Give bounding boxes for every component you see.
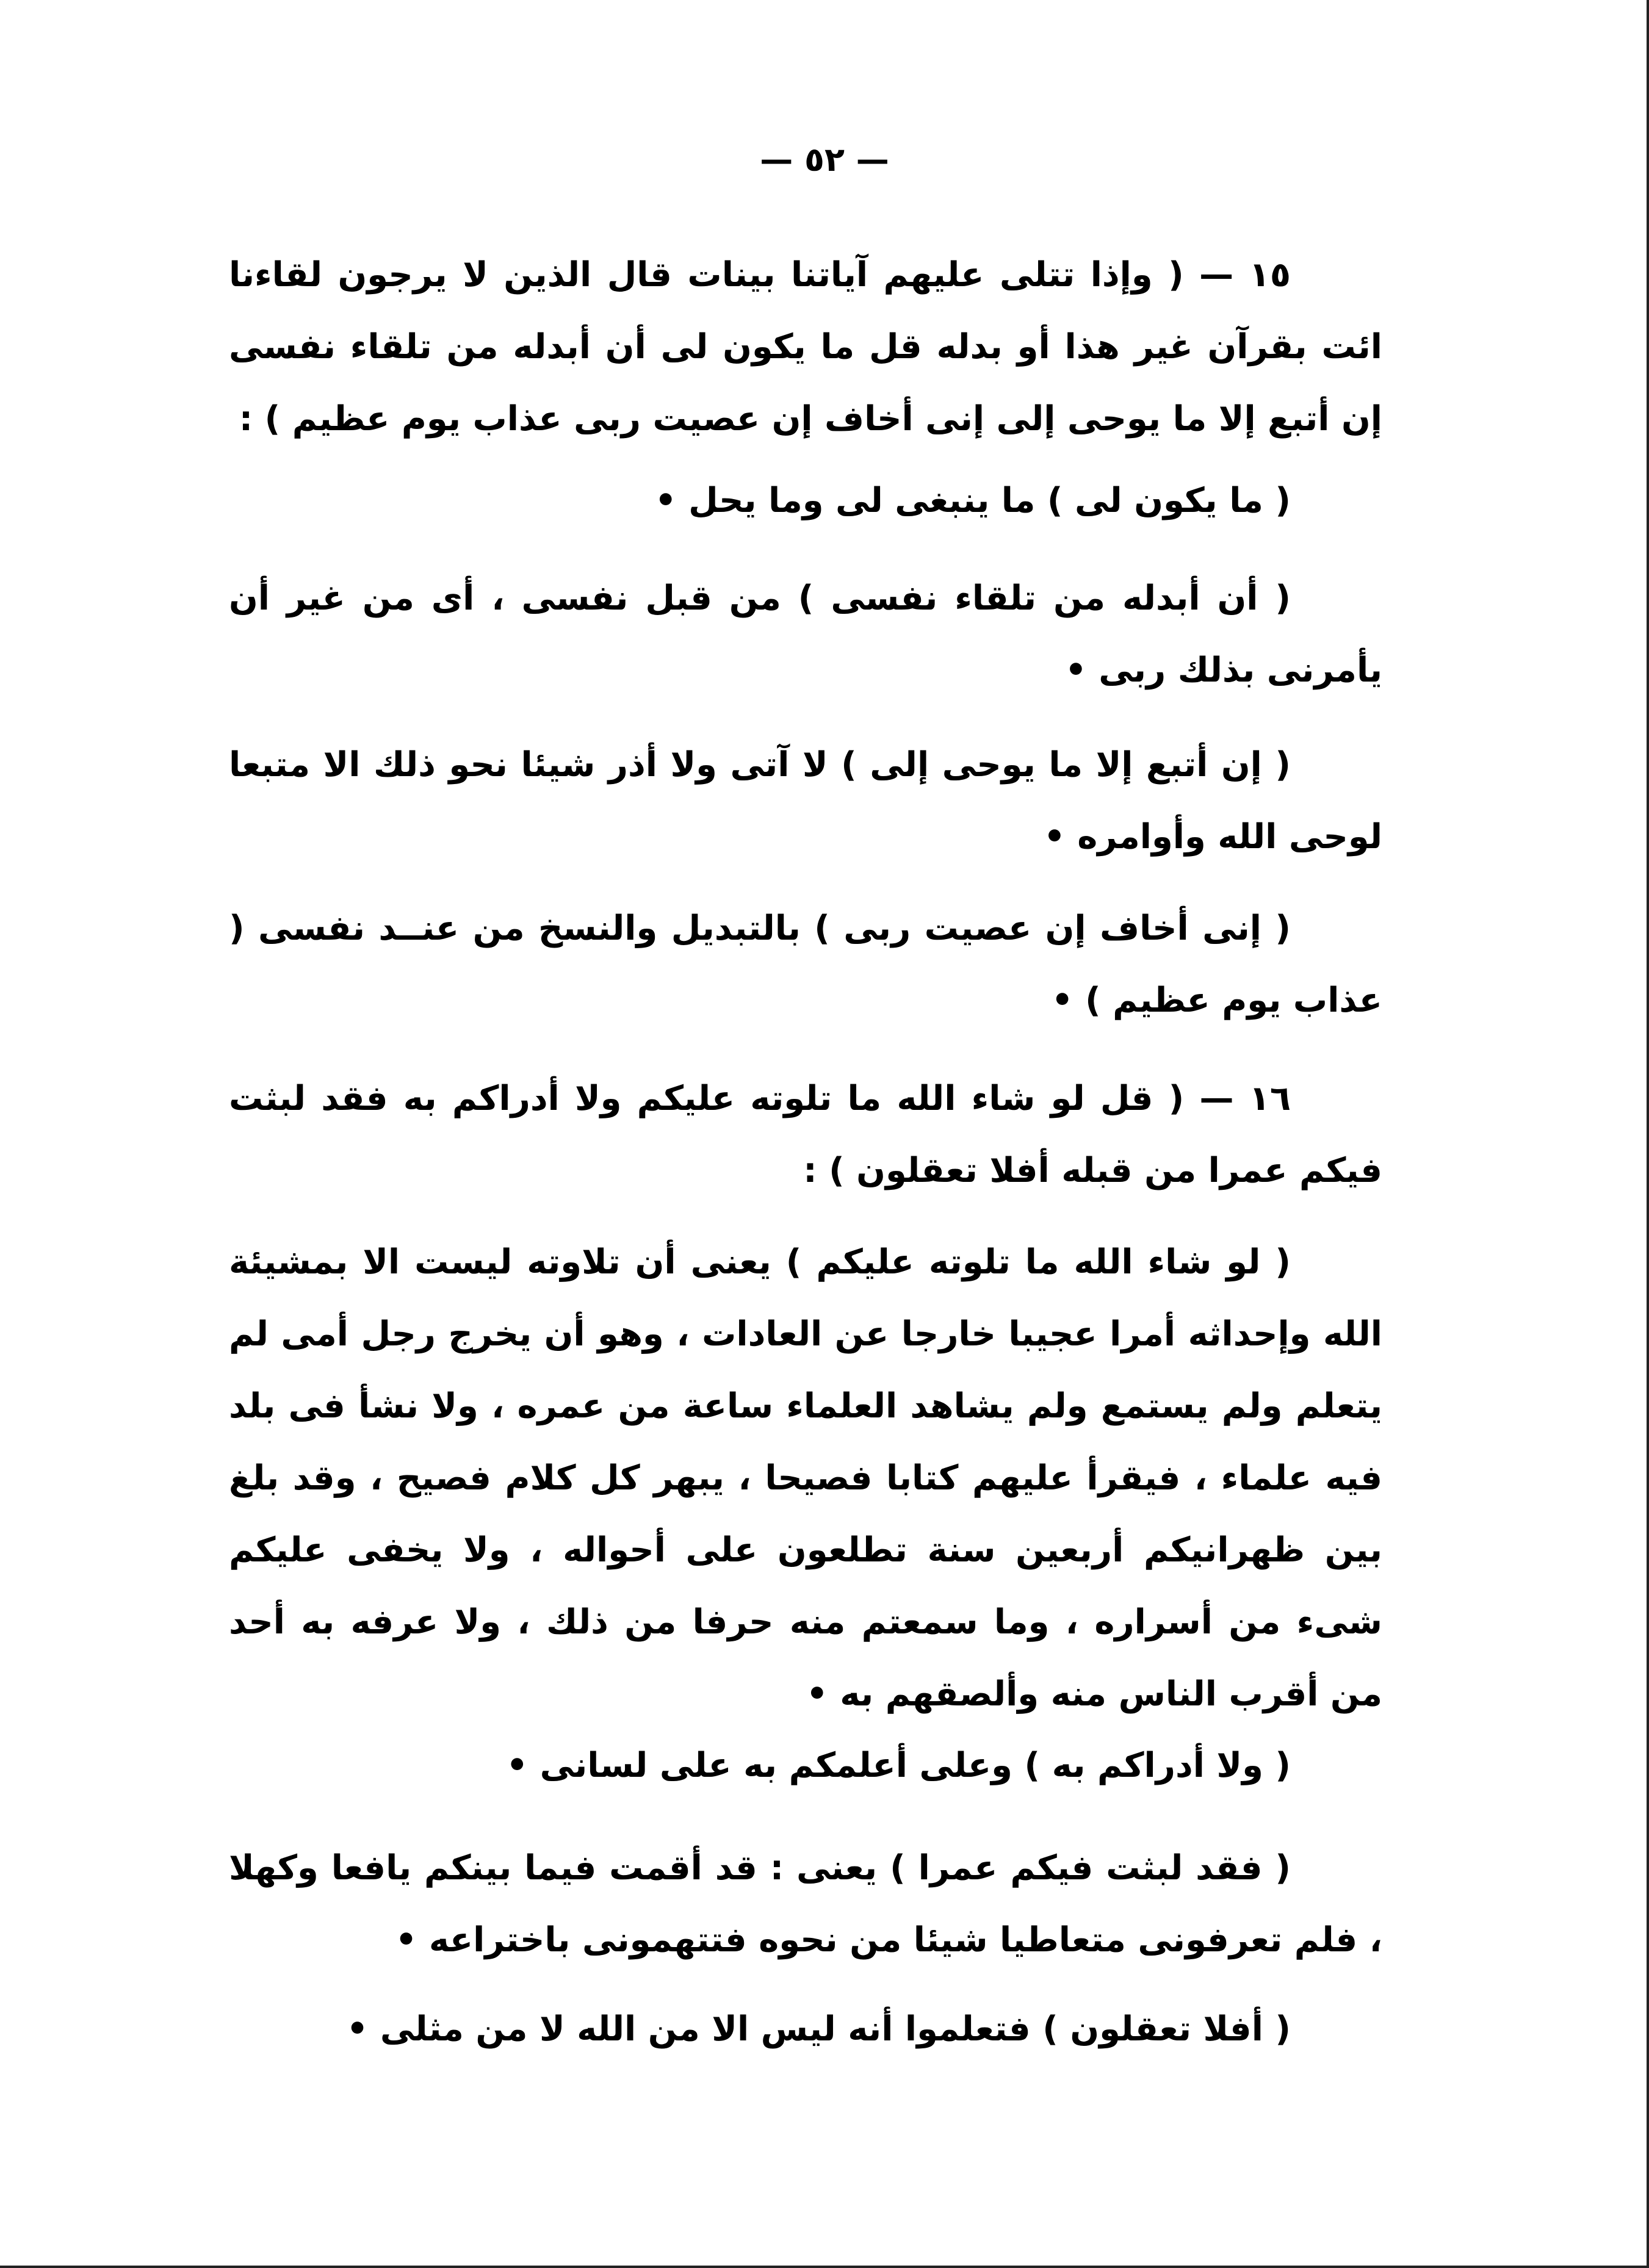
- paragraph-text: ١٥ — ( وإذا تتلى عليهم آياتنا بينات قال الذين لا يرجون لقاءنا ائت بقرآن غير هذا أو بدله قل ما يكون لى أن أبدله من تلقاء نفسى إن أتبع إلا ما يوحى إلى إنى أخاف إن عصيت ربى عذاب يوم عظيم ) :: [229, 255, 1382, 439]
- commentary-paragraph: [229, 1993, 1382, 2065]
- paragraph-text: ( فقد لبثت فيكم عمرا ) يعنى : قد أقمت فيما بينكم يافعا وكهلا ، فلم تعرفونى متعاطيا شيئا من نحوه فتتهمونى باختراعه •: [229, 1848, 1382, 1960]
- commentary-paragraph: [229, 465, 1382, 537]
- verse-15-paragraph: [229, 239, 1382, 455]
- verse-16-paragraph: [229, 1063, 1382, 1207]
- paragraph-text: ( ولا أدراكم به ) وعلى أعلمكم به على لسانى •: [506, 1746, 1291, 1785]
- commentary-paragraph: [229, 1832, 1382, 1976]
- commentary-paragraph: [229, 893, 1382, 1037]
- paragraph-text: ١٦ — ( قل لو شاء الله ما تلوته عليكم ولا أدراكم به فقد لبثت فيكم عمرا من قبله أفلا تعقلون ) :: [229, 1079, 1382, 1190]
- commentary-paragraph: [229, 729, 1382, 873]
- commentary-paragraph: [229, 1226, 1382, 1730]
- commentary-paragraph: [229, 1730, 1382, 1802]
- paragraph-text: ( إن أتبع إلا ما يوحى إلى ) لا آتى ولا أذر شيئا نحو ذلك الا متبعا لوحى الله وأوامره •: [229, 745, 1382, 857]
- paragraph-text: ( أن أبدله من تلقاء نفسى ) من قبل نفسى ، أى من غير أن يأمرنى بذلك ربى •: [229, 578, 1382, 690]
- paragraph-text: ( لو شاء الله ما تلوته عليكم ) يعنى أن تلاوته ليست الا بمشيئة الله وإحداثه أمرا عجيبا خارجا عن العادات ، وهو أن يخرج رجل أمى لم يتعلم ولم يستمع ولم يشاهد العلماء ساعة من عمره ، ولا نشأ فى بلد فيه علماء ، فيقرأ عليهم كتابا فصيحا ، يبهر كل كلام فصيح ، وقد بلغ بين ظهرانيكم أربعين سنة تطلعون على أحواله ، ولا يخفى عليكم شىء من أسراره ، وما سمعتم منه حرفا من ذلك ، ولا عرفه به أحد من أقرب الناس منه وألصقهم به •: [229, 1242, 1382, 1714]
- commentary-paragraph: [229, 563, 1382, 707]
- page-number: — ٥٢ —: [760, 140, 889, 179]
- paragraph-text: ( ما يكون لى ) ما ينبغى لى وما يحل •: [654, 481, 1291, 520]
- paragraph-text: ( إنى أخاف إن عصيت ربى ) بالتبديل والنسخ من عنــد نفسى ( عذاب يوم عظيم ) •: [229, 909, 1382, 1020]
- paragraph-text: ( أفلا تعقلون ) فتعلموا أنه ليس الا من الله لا من مثلى •: [346, 2009, 1291, 2049]
